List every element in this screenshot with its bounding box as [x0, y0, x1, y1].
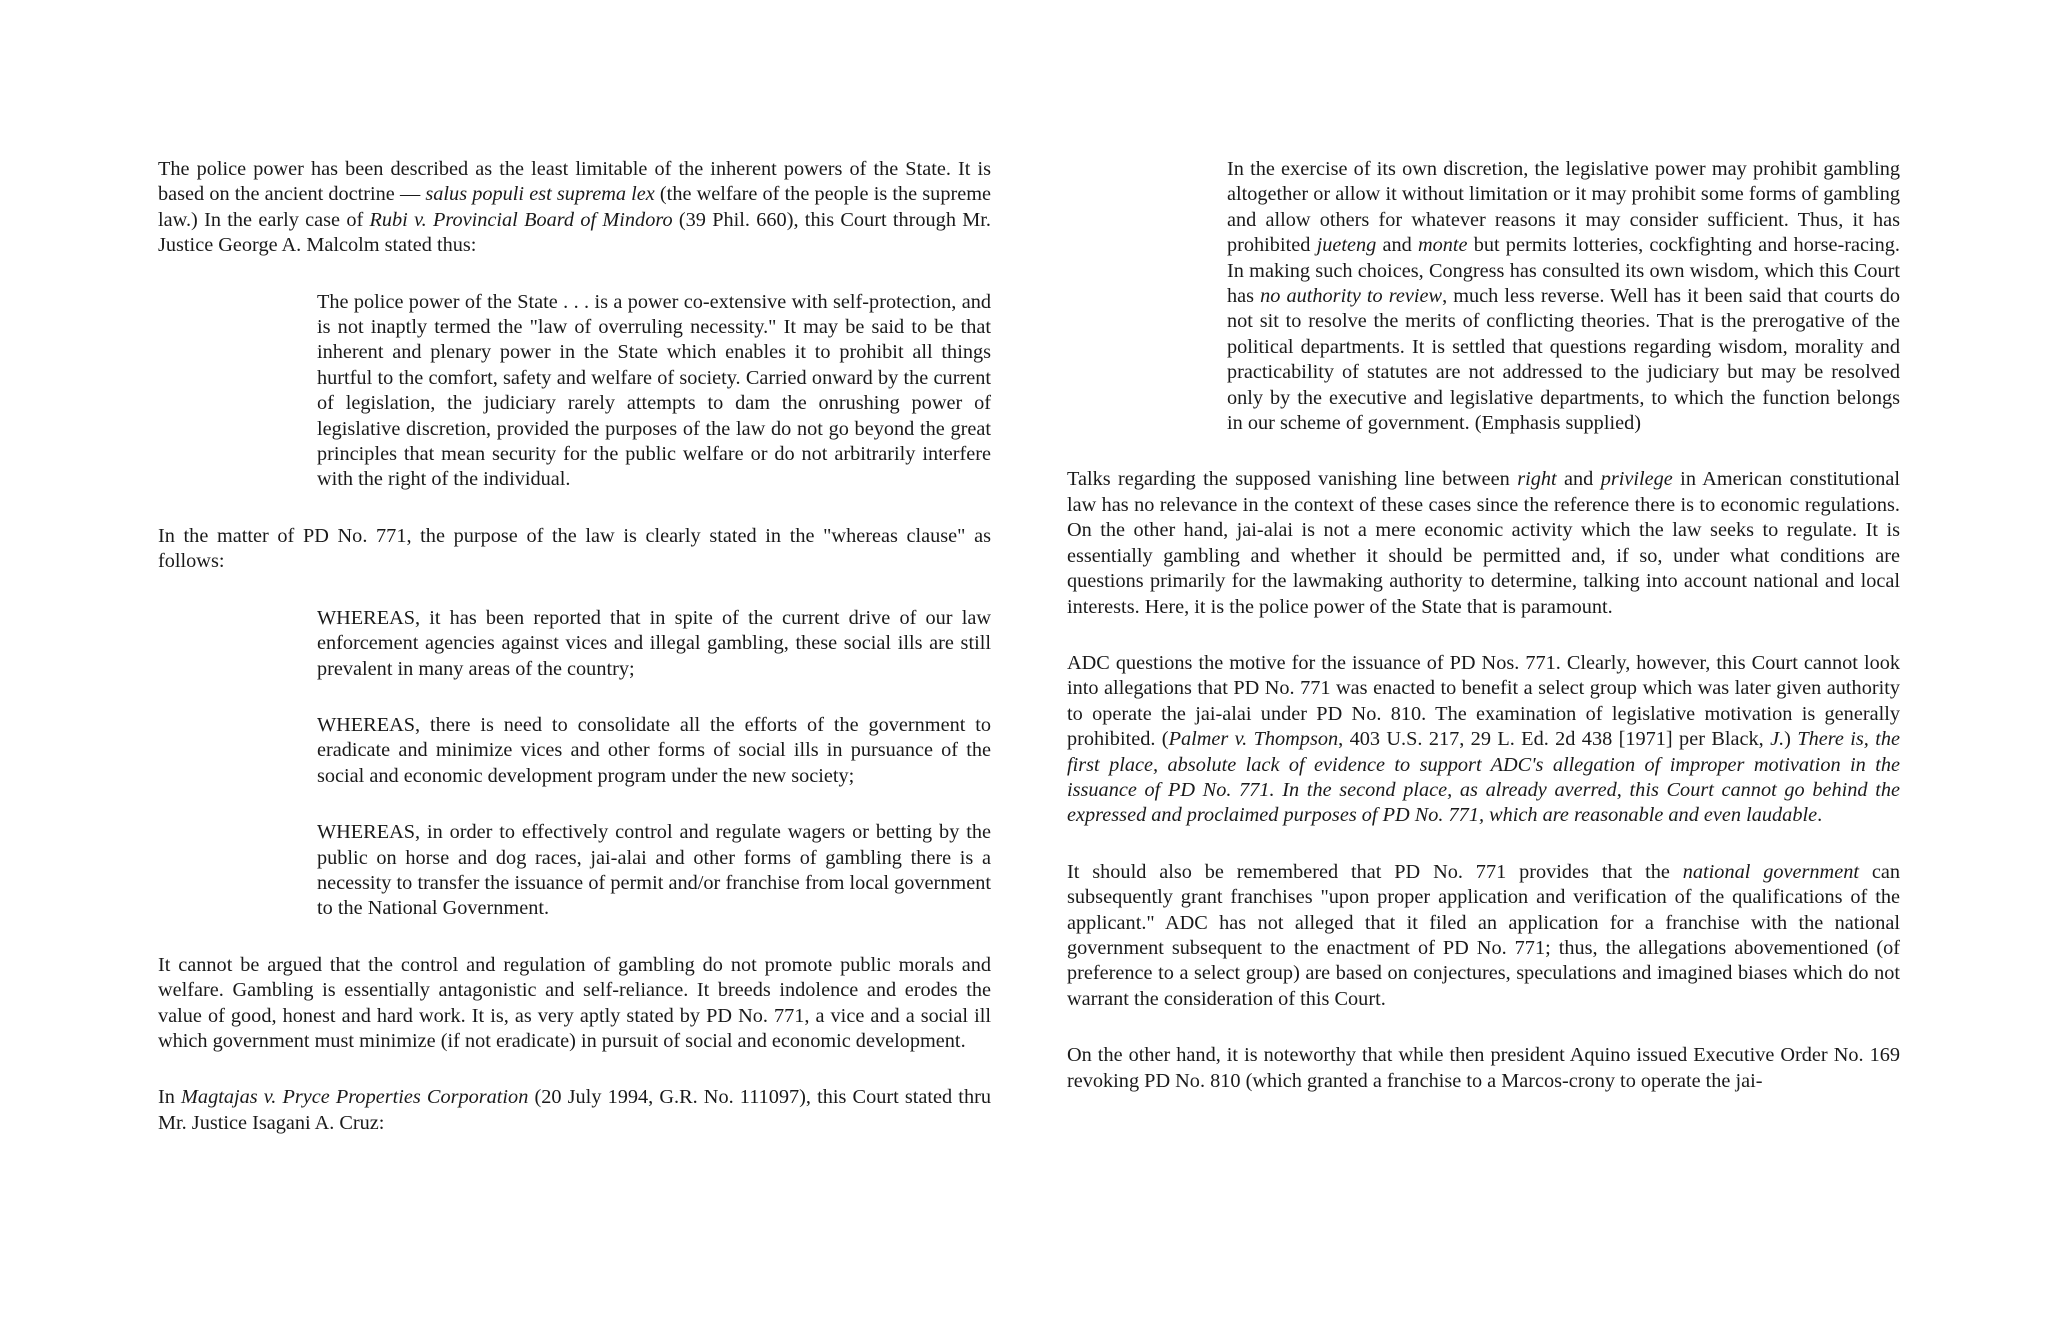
paragraph-executive-order: On the other hand, it is noteworthy that while then president Aquino issued Executive Order No. 169 revoking PD No. 810 (which granted a franchise to a Marcos-crony to operate the jai-: [1067, 1044, 1900, 1092]
right-column: [1067, 157, 1900, 1125]
paragraph-gambling-morals: It cannot be argued that the control and regulation of gambling do not promote public morals and welfare. Gambling is essentially antagonistic and self-reliance. It breeds indolence and erodes the value of good, honest and hard work. It is, as very aptly stated by PD No. 771, a vice and a social ill which government must minimize (if not eradicate) in pursuit of social and economic development.: [158, 953, 991, 1052]
block-quote-whereas-3: WHEREAS, in order to effectively control and regulate wagers or betting by the public on horse and dog races, jai-alai and other forms of gambling there is a necessity to transfer the issuance of permit and/or franchise from local government to the National Government.: [317, 821, 991, 920]
block-quote-whereas-2: WHEREAS, there is need to consolidate all the efforts of the government to eradicate and minimize vices and other forms of social ills in pursuance of the social and economic development program under the new society;: [317, 713, 991, 787]
paragraph-national-government: It should also be remembered that PD No. 771 provides that the national government can subsequently grant franchises "upon proper application and verification of the qualifications of the applicant." ADC has not alleged that it filed an application for a franchise with the national government subsequent to the enactment of PD No. 771; thus, the allegations abovementioned (of preference to a select group) are based on conjectures, speculations and imagined biases which do not warrant the consideration of this Court.: [1067, 860, 1901, 1010]
block-quote-whereas-1: WHEREAS, it has been reported that in spite of the current drive of our law enforcement agencies against vices and illegal gambling, these social ills are still prevalent in many areas of the country;: [317, 606, 991, 680]
block-quote-magtajas: In the exercise of its own discretion, the legislative power may prohibit gambling altogether or allow it without limitation or it may prohibit some forms of gambling and allow others for whatever reasons it may consider sufficient. Thus, it has prohibited jueteng and monte but permits lotteries, cockfighting and horse-racing. In making such choices, Congress has consulted its own wisdom, which this Court has no authority to review, much less reverse. Well has it been said that courts do not sit to resolve the merits of conflicting theories. That is the prerogative of the political departments. It is settled that questions regarding wisdom, morality and practicability of statutes are not addressed to the judiciary but may be resolved only by the executive and legislative departments, to which the function belongs in our scheme of government. (Emphasis supplied): [1227, 158, 1901, 435]
left-column: [158, 157, 991, 1167]
paragraph-police-power: The police power has been described as the least limitable of the inherent powers of the State. It is based on the ancient doctrine — salus populi est suprema lex (the welfare of the people is the supreme law.) In the early case of Rubi v. Provincial Board of Mindoro (39 Phil. 660), this Court through Mr. Justice George A. Malcolm stated thus:: [158, 158, 991, 257]
paragraph-magtajas: In Magtajas v. Pryce Properties Corporation (20 July 1994, G.R. No. 111097), this Court stated thru Mr. Justice Isagani A. Cruz:: [158, 1086, 991, 1134]
block-quote-rubi: The police power of the State . . . is a power co-extensive with self-protection, and is not inaptly termed the "law of overruling necessity." It may be said to be that inherent and plenary power in the State which enables it to prohibit all things hurtful to the comfort, safety and welfare of society. Carried onward by the current of legislation, the judiciary rarely attempts to dam the onrushing power of legislative discretion, provided the purposes of the law do not go beyond the great principles that mean security for the public welfare or do not arbitrarily interfere with the right of the individual.: [317, 290, 991, 491]
paragraph-whereas-intro: In the matter of PD No. 771, the purpose of the law is clearly stated in the "whereas clause" as follows:: [158, 524, 991, 573]
paragraph-right-privilege: Talks regarding the supposed vanishing line between right and privilege in American constitutional law has no relevance in the context of these cases since the reference there is to economic regulations. On the other hand, jai-alai is not a mere economic activity which the law seeks to regulate. It is essentially gambling and whether it should be permitted and, if so, under what conditions are questions primarily for the lawmaking authority to determine, talking into account national and local interests. Here, it is the police power of the State that is paramount.: [1067, 468, 1900, 618]
paragraph-adc-motive: ADC questions the motive for the issuance of PD Nos. 771. Clearly, however, this Court cannot look into allegations that PD No. 771 was enacted to benefit a select group which was later given authority to operate the jai-alai under PD No. 810. The examination of legislative motivation is generally prohibited. (Palmer v. Thompson, 403 U.S. 217, 29 L. Ed. 2d 438 [1971] per Black, J.) There is, the first place, absolute lack of evidence to support ADC's allegation of improper motivation in the issuance of PD No. 771. In the second place, as already averred, this Court cannot go behind the expressed and proclaimed purposes of PD No. 771, which are reasonable and even laudable.: [1067, 651, 1901, 827]
